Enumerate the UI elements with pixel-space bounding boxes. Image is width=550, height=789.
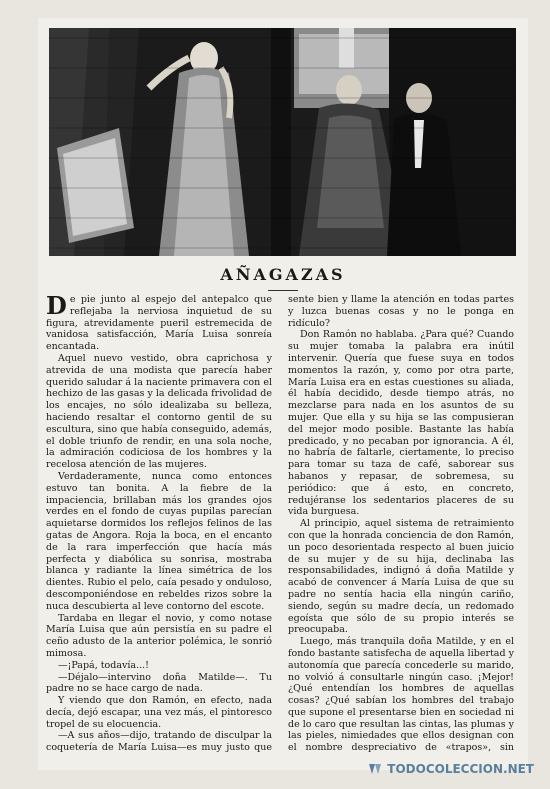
paragraph: Y viendo que don Ramón, en efecto, nada decía, dejó escapar, una vez más, el pintoresco tropel de su elocuencia. xyxy=(46,695,272,730)
watermark xyxy=(367,761,534,777)
paragraph: —¡Papá, todavía...! xyxy=(58,659,149,671)
drop-cap: D xyxy=(46,294,67,320)
paragraph: Aquel nuevo vestido, obra caprichosa y atrevida de una modista que parecía haber querido saludar á la naciente primavera con el hechizo de las gasas y la delicada frivolidad de los encajes, no sólo idealizaba su belleza, haciendo resaltar el contorno gentil de su escultura, sino que había conseguido, además, el doble triunfo de rendir, en una sola noche, la admiración codiciosa de los hombres y la recelosa atención de las mujeres. xyxy=(46,352,272,471)
article-title: AÑAGAZAS xyxy=(220,265,346,284)
title-divider xyxy=(268,290,298,291)
paragraph: Al principio, aquel sistema de retraimiento con que la honrada conciencia de don Ramón, un poco desorientada respecto al buen juicio de su mujer y de su hija, declinaba las responsabilidades, indignó á doña Matilde y acabó de convencer á María Luisa de que su padre no sentía hacia ella ningún cariño, siendo, según su madre decía, un redomado egoísta que sólo de su propio interés se preocupaba. xyxy=(288,518,514,636)
paragraph: De pie junto al espejo del antepalco que reflejaba la nerviosa inquietud de su figura, atrevidamente pueril estremecida de vanidosa satisfacción, María Luisa sonreía encantada. xyxy=(46,294,272,353)
paragraph: —Déjalo—intervino doña Matilde—. Tu padre no se hace cargo de nada. xyxy=(46,671,272,695)
magazine-page xyxy=(38,18,528,770)
paragraph: sente bien y llame la atención en todas partes y luzca buenas cosas y no le ponga en ridículo? xyxy=(288,294,514,329)
paragraph: Don Ramón no hablaba. ¿Para qué? Cuando su mujer tomaba la palabra era inútil intervenir. Quería que fuese suya en todos momentos la razón, y, como por otra parte, María Luisa era en estas cuestiones su aliada, él había decidido, desde tiempo atrás, no mezclarse para nada en los asuntos de su mujer. Que ella y su hija se las compusieran del mejor modo posible. Bastante las había predicado, y no pecaban por ignorancia. A él, no habría de faltarle, ciertamente, lo preciso para tomar su taza de café, saborear sus habanos y repasar, de sobremesa, su periódico: que á esto, en concreto, redujéranse los sedentarios placeres de su vida burguesa. xyxy=(288,329,514,518)
illustration xyxy=(49,28,516,256)
right-column xyxy=(288,294,514,752)
paragraph: Tardaba en llegar el novio, y como notase María Luisa que aún persistía en su padre el ceño adusto de la anterior polémica, le sonrió mimosa. xyxy=(46,612,272,659)
illustration-engraving xyxy=(49,28,516,256)
watermark-logo-icon xyxy=(367,761,383,777)
paragraph: Luego, más tranquila doña Matilde, y en el fondo bastante satisfecha de aquella libertad y autonomía que parecía concederle su marido, no volvió á consultarle ningún caso. ¡Mejor! ¿Qué entendían los hombres de aquellas cosas? ¿Qué sabían los hombres del trabajo que supone el presentarse bien en sociedad ni de lo caro que resultan las cintas, las plumas y las pieles, nimiedades que ellos designan con el nombre despreciativo de «trapos», sin xyxy=(288,636,514,752)
paragraph: Verdaderamente, nunca como entonces estuvo tan bonita. A la fiebre de la impaciencia, brillaban más los grandes ojos verdes en el fondo de cuyas pupilas parecían aquietarse dormidos los reflejos felinos de las gatas de Angora. Roja la boca, en el encanto de la rara imperfección que hacía más perfecta y diabólica su sonrisa, mostraba blanca y radiante la línea simétrica de los dientes. Rubio el pelo, caía pesado y onduloso, descomponiéndose en rebeldes rizos sobre la nuca descubierta al leve contorno del escote. xyxy=(46,470,272,612)
watermark-text: TODOCOLECCION.NET xyxy=(387,762,534,776)
paragraph: —A sus años—dijo, tratando de disculpar la coquetería de María Luisa—es muy justo que xyxy=(46,730,272,752)
left-column xyxy=(46,294,272,752)
